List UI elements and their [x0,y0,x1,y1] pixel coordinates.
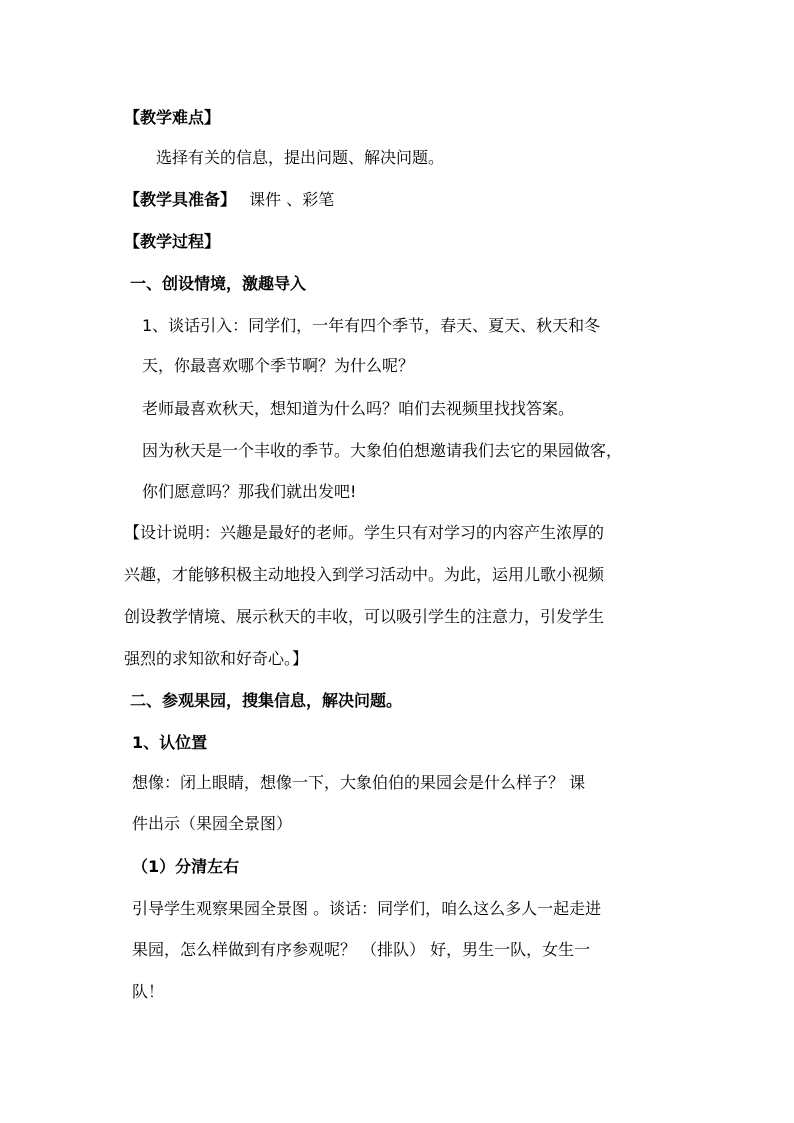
design-note-line-2: 兴趣，才能够积极主动地投入到学习活动中。为此，运用儿歌小视频 [124,565,605,584]
guide-line-2: 果园，怎么样做到有序参观呢？ （排队） 好，男生一队，女生一 [132,940,591,959]
subsection-1-1-title: （1）分清左右 [132,857,240,876]
section-1-title: 一、创设情境，激趣导入 [130,274,307,293]
section-1-paragraph-1-line-1: 1、谈话引入：同学们，一年有四个季节，春天、夏天、秋天和冬 [142,316,601,335]
heading-teaching-prep: 【教学具准备】 [124,190,237,209]
imagine-line-2: 件出示（果园全景图） [132,814,293,833]
guide-line-3: 队！ [132,982,165,1001]
design-note-line-4: 强烈的求知欲和好奇心。】 [124,649,309,668]
section-1-paragraph-2: 老师最喜欢秋天，想知道为什么吗？咱们去视频里找找答案。 [142,399,575,418]
section-1-paragraph-1-line-2: 天，你最喜欢哪个季节啊？为什么呢？ [142,356,415,375]
guide-line-1: 引导学生观察果园全景图 。谈话：同学们，咱么这么多人一起走进 [132,899,602,918]
heading-teaching-difficulty: 【教学难点】 [124,108,221,127]
subsection-1-title: 1、认位置 [132,733,208,752]
heading-teaching-process: 【教学过程】 [124,232,221,251]
prep-text: 课件 、彩笔 [249,190,335,209]
design-note-line-3: 创设教学情境、展示秋天的丰收，可以吸引学生的注意力，引发学生 [124,607,605,626]
section-2-title: 二、参观果园，搜集信息，解决问题。 [130,691,403,710]
design-note-line-1: 【设计说明：兴趣是最好的老师。学生只有对学习的内容产生浓厚的 [124,523,605,542]
prep-line [124,189,334,211]
difficulty-text: 选择有关的信息，提出问题、解决问题。 [156,148,445,167]
section-1-paragraph-3-line-1: 因为秋天是一个丰收的季节。大象伯伯想邀请我们去它的果园做客， [142,441,623,460]
imagine-line-1: 想像：闭上眼睛，想像一下，大象伯伯的果园会是什么样子？ 课 [132,773,586,792]
section-1-paragraph-3-line-2: 你们愿意吗？那我们就出发吧! [142,482,357,501]
